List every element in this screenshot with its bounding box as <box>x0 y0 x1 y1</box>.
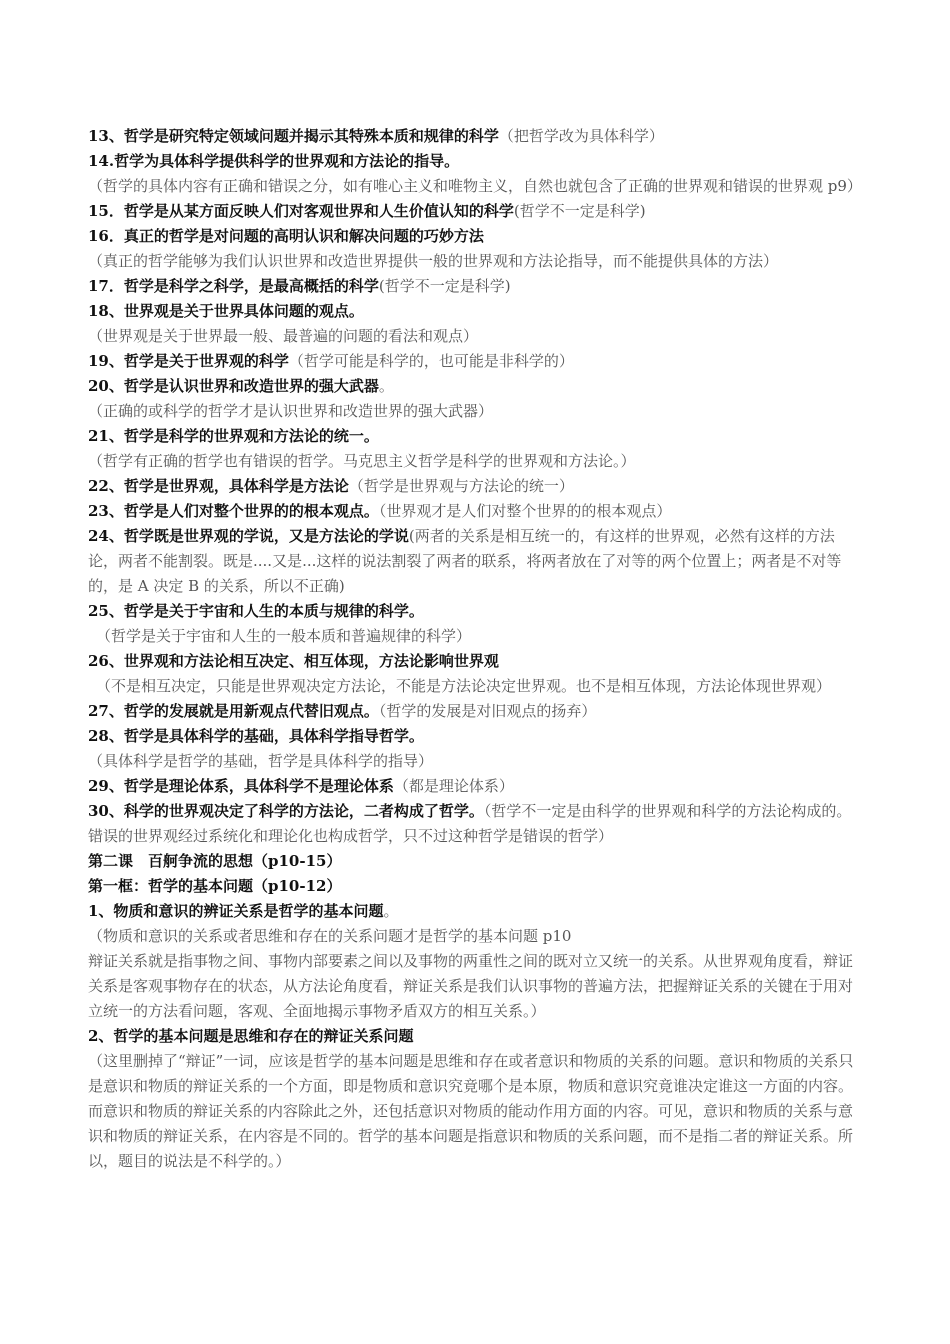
item-statement: 20、哲学是认识世界和改造世界的强大武器 <box>88 377 379 395</box>
item-27 <box>88 699 858 724</box>
item-statement: 22、哲学是世界观，具体科学是方法论 <box>88 477 349 495</box>
item-statement: 13、哲学是研究特定领域问题并揭示其特殊本质和规律的科学 <box>88 127 499 145</box>
item-26 <box>88 649 858 674</box>
item-note: （把哲学改为具体科学） <box>498 127 664 145</box>
item-note: （哲学是关于宇宙和人生的一般本质和普遍规律的科学） <box>96 627 472 645</box>
item-statement: 21、哲学是科学的世界观和方法论的统一。 <box>88 427 379 445</box>
item-note: （哲学有正确的哲学也有错误的哲学。马克思主义哲学是科学的世界观和方法论。） <box>88 452 636 470</box>
item-s1 <box>88 899 858 924</box>
item-25-explanation <box>88 624 858 649</box>
item-s1-explanation-cont <box>88 949 858 1024</box>
lesson-heading <box>88 849 858 874</box>
item-14-explanation <box>88 174 862 199</box>
item-16 <box>88 224 858 249</box>
lesson-title: 第二课 百舸争流的思想（p10-15） <box>88 852 342 870</box>
item-29 <box>88 774 858 799</box>
item-note: 。 <box>383 902 399 920</box>
item-20-explanation <box>88 399 858 424</box>
item-13 <box>88 124 858 149</box>
item-21-explanation <box>88 449 858 474</box>
item-20 <box>88 374 858 399</box>
item-note: (哲学不一定是科学) <box>513 202 646 220</box>
item-note: 。 <box>378 377 394 395</box>
item-28 <box>88 724 858 749</box>
item-s2-explanation <box>88 1049 858 1174</box>
item-14 <box>88 149 858 174</box>
item-statement: 18、世界观是关于世界具体问题的观点。 <box>88 302 364 320</box>
item-note: （都是理论体系） <box>393 777 514 795</box>
item-note: （这里删掉了“辩证”一词，应该是哲学的基本问题是思维和存在或者意识和物质的关系的问题。意识和物质的关系只是意识和物质的辩证关系的一个方面，即是物质和意识究竟哪个是本原，物质和意识究竟谁决定谁这一方面的内容。而意识和物质的辩证关系的内容除此之外，还包括意识对物质的能动作用方面的内容。可见，意识和物质的关系与意识和物质的辩证关系，在内容是不同的。哲学的基本问题是指意识和物质的关系问题，而不是指二者的辩证关系。所以，题目的说法是不科学的。） <box>88 1052 854 1170</box>
item-15 <box>88 199 858 224</box>
item-28-explanation <box>88 749 858 774</box>
item-statement: 26、世界观和方法论相互决定、相互体现，方法论影响世界观 <box>88 652 499 670</box>
item-18-explanation <box>88 324 858 349</box>
item-note: （真正的哲学能够为我们认识世界和改造世界提供一般的世界观和方法论指导，而不能提供具体的方法） <box>88 252 779 270</box>
section-heading <box>88 874 858 899</box>
item-s1-explanation <box>88 924 858 949</box>
item-note: （哲学是世界观与方法论的统一） <box>348 477 574 495</box>
item-24 <box>88 524 858 599</box>
item-statement: 24、哲学既是世界观的学说，又是方法论的学说 <box>88 527 409 545</box>
item-statement: 16．真正的哲学是对问题的高明认识和解决问题的巧妙方法 <box>88 227 484 245</box>
item-statement: 28、哲学是具体科学的基础，具体科学指导哲学。 <box>88 727 424 745</box>
item-note: （世界观才是人们对整个世界的的根本观点） <box>378 502 672 520</box>
item-23 <box>88 499 858 524</box>
section-title: 第一框：哲学的基本问题（p10-12） <box>88 877 342 895</box>
item-note: （哲学不一定是由科学的世界观和科学的方法论构成的。错误的世界观经过系统化和理论化也构成哲学，只不过这种哲学是错误的哲学） <box>88 802 852 845</box>
item-22 <box>88 474 858 499</box>
item-note: （正确的或科学的哲学才是认识世界和改造世界的强大武器） <box>88 402 494 420</box>
item-statement: 1、物质和意识的辨证关系是哲学的基本问题 <box>88 902 384 920</box>
item-25 <box>88 599 858 624</box>
item-s2 <box>88 1024 858 1049</box>
item-note: （哲学可能是科学的，也可能是非科学的） <box>288 352 574 370</box>
item-note: （物质和意识的关系或者思维和存在的关系问题才是哲学的基本问题 p10 <box>88 927 572 945</box>
item-note: (哲学不一定是科学) <box>378 277 511 295</box>
item-note: （哲学的具体内容有正确和错误之分，如有唯心主义和唯物主义，自然也就包含了正确的世界观和错误的世界观 p9） <box>88 177 862 195</box>
item-17 <box>88 274 858 299</box>
item-statement: 15．哲学是从某方面反映人们对客观世界和人生价值认知的科学 <box>88 202 514 220</box>
item-21 <box>88 424 858 449</box>
item-16-explanation <box>88 249 858 274</box>
item-statement: 25、哲学是关于宇宙和人生的本质与规律的科学。 <box>88 602 424 620</box>
item-note: （世界观是关于世界最一般、最普遍的问题的看法和观点） <box>88 327 479 345</box>
item-18 <box>88 299 858 324</box>
item-statement: 19、哲学是关于世界观的科学 <box>88 352 289 370</box>
item-note: （具体科学是哲学的基础，哲学是具体科学的指导） <box>88 752 434 770</box>
item-note: （不是相互决定，只能是世界观决定方法论，不能是方法论决定世界观。也不是相互体现，方法论体现世界观） <box>96 677 832 695</box>
document-page <box>88 124 862 1174</box>
item-30 <box>88 799 858 849</box>
item-statement: 23、哲学是人们对整个世界的的根本观点。 <box>88 502 379 520</box>
item-statement: 30、科学的世界观决定了科学的方法论，二者构成了哲学。 <box>88 802 484 820</box>
item-statement: 14.哲学为具体科学提供科学的世界观和方法论的指导。 <box>88 152 460 170</box>
item-statement: 27、哲学的发展就是用新观点代替旧观点。 <box>88 702 379 720</box>
item-19 <box>88 349 858 374</box>
item-note: （哲学的发展是对旧观点的扬弃） <box>378 702 597 720</box>
item-statement: 17．哲学是科学之科学，是最高概括的科学 <box>88 277 379 295</box>
item-note: (两者的关系是相互统一的，有这样的世界观，必然有这样的方法论，两者不能割裂。既是....又是...这样的说法割裂了两者的联系，将两者放在了对等的两个位置上；两者是不对等的，是 A 决定 B 的关系，所以不正确) <box>88 527 842 595</box>
item-note: 辩证关系就是指事物之间、事物内部要素之间以及事物的两重性之间的既对立又统一的关系。从世界观角度看，辩证关系是客观事物存在的状态，从方法论角度看，辩证关系是我们认识事物的普遍方法，把握辩证关系的关键在于用对立统一的方法看问题，客观、全面地揭示事物矛盾双方的相互关系。） <box>88 952 854 1020</box>
item-26-explanation <box>88 674 858 699</box>
item-statement: 2、哲学的基本问题是思维和存在的辩证关系问题 <box>88 1027 414 1045</box>
item-statement: 29、哲学是理论体系，具体科学不是理论体系 <box>88 777 394 795</box>
